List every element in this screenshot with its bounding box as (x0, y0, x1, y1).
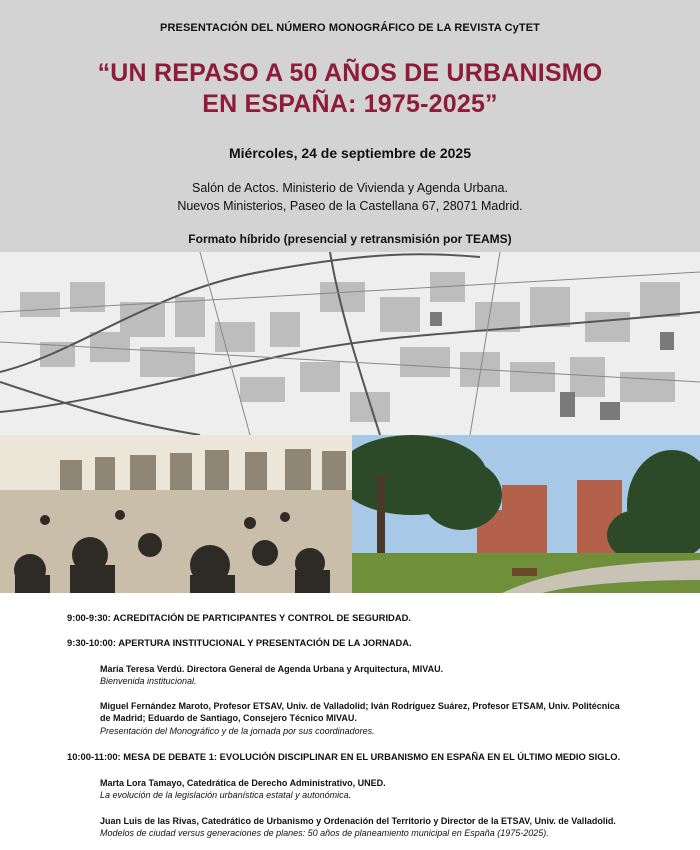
event-venue (0, 179, 700, 215)
venue-line-1: Salón de Actos. Ministerio de Vivienda y Agenda Urbana. (192, 181, 508, 195)
header-band (0, 0, 700, 252)
schedule-slot-opening: 9:30-10:00: APERTURA INSTITUCIONAL Y PRESENTACIÓN DE LA JORNADA. (67, 637, 412, 648)
speaker-line: de Madrid; Eduardo de Santiago, Consejero Técnico MIVAU. (100, 713, 357, 723)
speaker-line: Miguel Fernández Maroto, Profesor ETSAV, Univ. de Valladolid; Iván Rodríguez Suárez, Profesor ETSAM, Univ. Politécnica (100, 701, 620, 711)
event-date: Miércoles, 24 de septiembre de 2025 (228, 145, 471, 161)
speaker-role: Modelos de ciudad versus generaciones de planes: 50 años de planeamiento municipal en España (1975-2025). (100, 828, 549, 838)
kicker-text: PRESENTACIÓN DEL NÚMERO MONOGRÁFICO DE LA REVISTA CyTET (160, 22, 540, 34)
historical-photo (0, 435, 352, 593)
schedule-slot-debate-1: 10:00-11:00: MESA DE DEBATE 1: EVOLUCIÓN DISCIPLINAR EN EL URBANISMO EN ESPAÑA EN EL ÚLTIMO MEDIO SIGLO. (67, 751, 621, 762)
speaker-role: La evolución de la legislación urbanística estatal y autonómica. (100, 790, 352, 800)
urban-map-image (0, 252, 700, 435)
speaker-entry: María Teresa Verdú. Directora General de Agenda Urbana y Arquitectura, MIVAU. (100, 664, 444, 674)
event-title (0, 58, 700, 120)
schedule-slot-accreditation: 9:00-9:30: ACREDITACIÓN DE PARTICIPANTES Y CONTROL DE SEGURIDAD. (67, 612, 411, 623)
event-format: Formato híbrido (presencial y retransmisión por TEAMS) (188, 232, 512, 246)
venue-line-2: Nuevos Ministerios, Paseo de la Castellana 67, 28071 Madrid. (177, 199, 523, 213)
title-line-1: “UN REPASO A 50 AÑOS DE URBANISMO (97, 59, 603, 87)
speaker-role: Bienvenida institucional. (100, 676, 197, 686)
park-photo (352, 435, 700, 593)
speaker-role: Presentación del Monográfico y de la jornada por sus coordinadores. (100, 726, 375, 736)
speaker-entry: Juan Luis de las Rivas, Catedrático de Urbanismo y Ordenación del Territorio y Director de la ETSAV, Univ. de Valladolid. (100, 816, 616, 826)
title-line-2: EN ESPAÑA: 1975-2025” (202, 90, 498, 118)
speaker-entry (100, 700, 660, 724)
speaker-entry: Marta Lora Tamayo, Catedrática de Derecho Administrativo, UNED. (100, 778, 386, 788)
